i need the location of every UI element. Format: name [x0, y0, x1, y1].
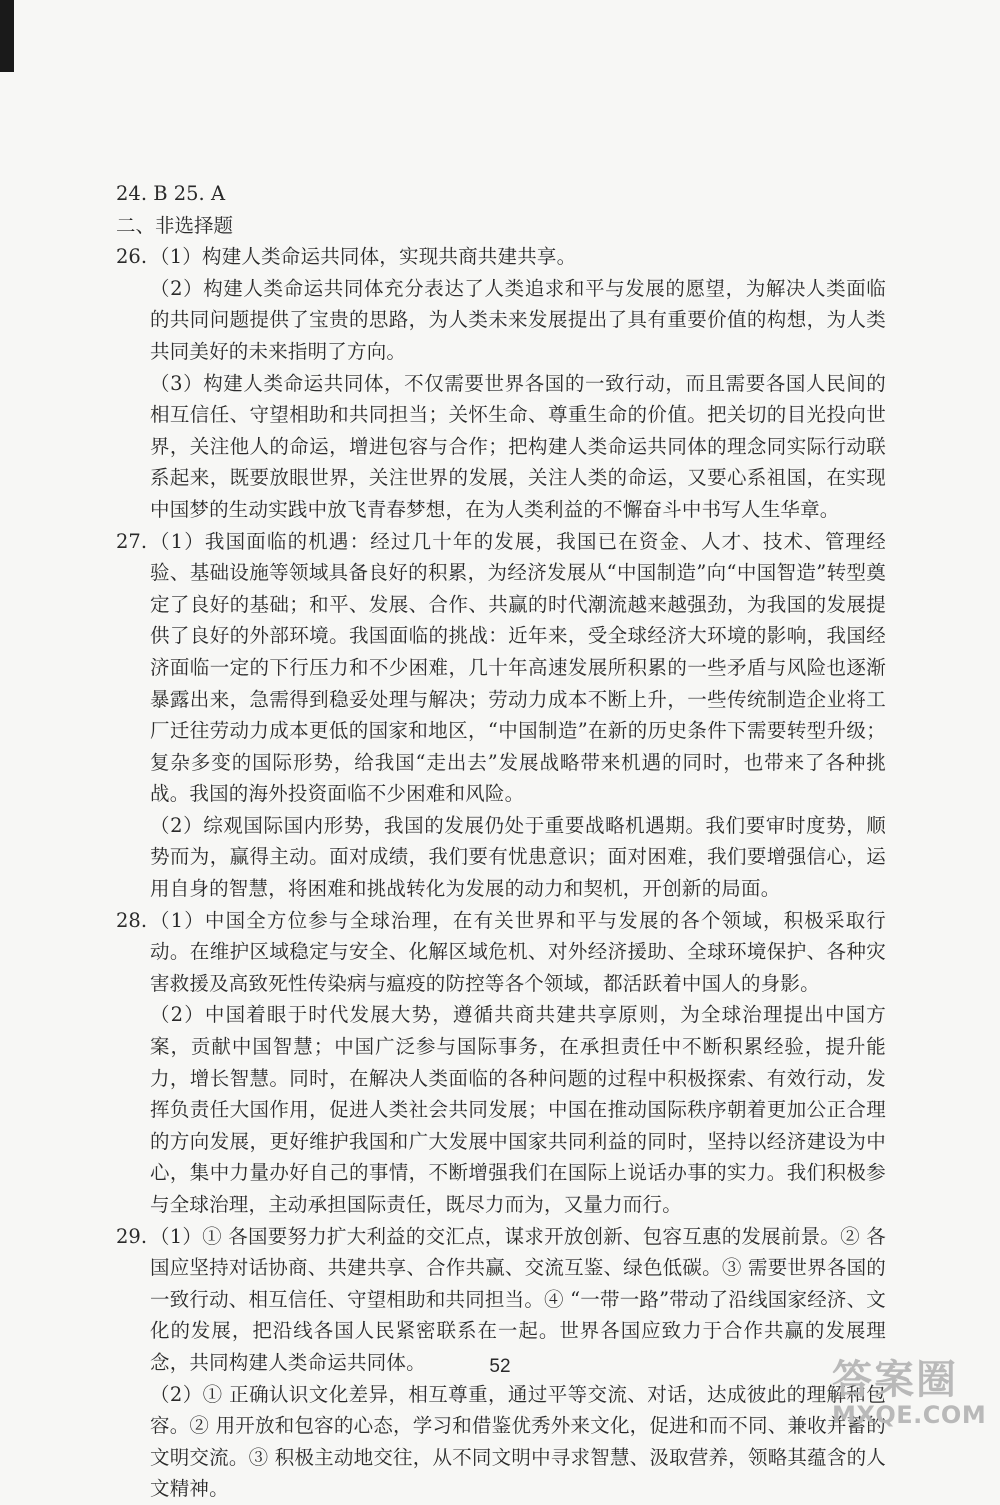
question-28	[116, 905, 886, 1221]
answer-content	[116, 178, 886, 1505]
section-title: 二、非选择题	[116, 213, 234, 237]
watermark-logo	[832, 1358, 992, 1428]
answer-paragraph: （1）构建人类命运共同体，实现共商共建共享。	[150, 245, 577, 269]
answer-paragraph: （1）我国面临的机遇：经过几十年的发展，我国已在资金、人才、技术、管理经验、基础设施等领域具备良好的积累，为经济发展从“中国制造”向“中国智造”转型奠定了良好的基础；和平、发展、合作、共赢的时代潮流越来越强劲，为我国的发展提供了良好的外部环境。我国面临的挑战：近年来，受全球经济大环境的影响，我国经济面临一定的下行压力和不少困难，几十年高速发展所积累的一些矛盾与风险也逐渐暴露出来，急需得到稳妥处理与解决；劳动力成本不断上升，一些传统制造企业将工厂迁往劳动力成本更低的国家和地区，“中国制造”在新的历史条件下需要转型升级；复杂多变的国际形势，给我国“走出去”发展战略带来机遇的同时，也带来了各种挑战。我国的海外投资面临不少困难和风险。	[150, 529, 886, 806]
question-27	[116, 526, 886, 905]
answers-line: 24. B 25. A	[116, 182, 226, 205]
question-26	[116, 241, 886, 525]
scan-edge-mark	[0, 0, 14, 72]
question-number: 29.	[116, 1224, 148, 1248]
answer-paragraph: （2）综观国际国内形势，我国的发展仍处于重要战略机遇期。我们要审时度势，顺势而为，赢得主动。面对成绩，我们要有忧患意识；面对困难，我们要增强信心，运用自身的智慧，将困难和挑战转化为发展的动力和契机，开创新的局面。	[150, 813, 886, 901]
question-number: 27.	[116, 529, 148, 553]
answer-paragraph: （2）构建人类命运共同体充分表达了人类追求和平与发展的愿望，为解决人类面临的共同问题提供了宝贵的思路，为人类未来发展提出了具有重要价值的构想，为人类共同美好的未来指明了方向。	[150, 276, 886, 363]
question-number: 28.	[116, 908, 148, 932]
answer-paragraph: （3）构建人类命运共同体，不仅需要世界各国的一致行动，而且需要各国人民间的相互信任、守望相助和共同担当；关怀生命、尊重生命的价值。把关切的目光投向世界，关注他人的命运，增进包容与合作；把构建人类命运共同体的理念同实际行动联系起来，既要放眼世界，关注世界的发展，关注人类的命运，又要心系祖国，在实现中国梦的生动实践中放飞青春梦想，在为人类利益的不懈奋斗中书写人生华章。	[150, 371, 886, 521]
page-number: 52	[489, 1356, 511, 1377]
question-number: 26.	[116, 245, 148, 269]
answer-paragraph: （2）① 正确认识文化差异，相互尊重，通过平等交流、对话，达成彼此的理解和包容。② 用开放和包容的心态，学习和借鉴优秀外来文化，促进和而不同、兼收并蓄的文明交流。③ 积极主动地交往，从不同文明中寻求智慧、汲取营养，领略其蕴含的人文精神。	[150, 1382, 886, 1501]
watermark-title: 答案圈	[832, 1357, 958, 1403]
answer-paragraph: （1）中国全方位参与全球治理，在有关世界和平与发展的各个领域，积极采取行动。在维护区域稳定与安全、化解区域危机、对外经济援助、全球环境保护、各种灾害救援及高致死性传染病与瘟疫的防控等各个领域，都活跃着中国人的身影。	[150, 908, 886, 995]
watermark-url: MXQE.COM	[832, 1401, 987, 1429]
answer-paragraph: （2）中国着眼于时代发展大势，遵循共商共建共享原则，为全球治理提出中国方案，贡献中国智慧；中国广泛参与国际事务，在承担责任中不断积累经验，提升能力，增长智慧。同时，在解决人类面临的各种问题的过程中积极探索、有效行动，发挥负责任大国作用，促进人类社会共同发展；中国在推动国际秩序朝着更加公正合理的方向发展，更好维护我国和广大发展中国家共同利益的同时，坚持以经济建设为中心，集中力量办好自己的事情，不断增强我们在国际上说话办事的实力。我们积极参与全球治理，主动承担国际责任，既尽力而为，又量力而行。	[150, 1003, 886, 1216]
answer-paragraph: （1）① 各国要努力扩大利益的交汇点，谋求开放创新、包容互惠的发展前景。② 各国应坚持对话协商、共建共享、合作共赢、交流互鉴、绿色低碳。③ 需要世界各国的一致行动、相互信任、守望相助和共同担当。④ “一带一路”带动了沿线国家经济、文化的发展，把沿线各国人民紧密联系在一起。世界各国应致力于合作共赢的发展理念，共同构建人类命运共同体。	[150, 1224, 886, 1374]
